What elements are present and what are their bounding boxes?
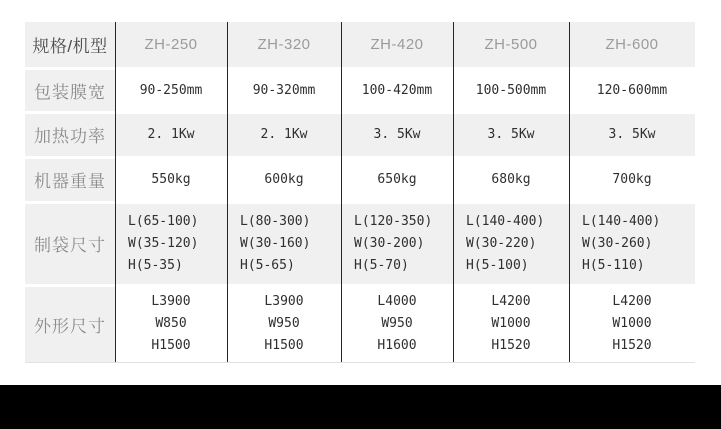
value-cell — [569, 202, 695, 285]
table-row — [25, 112, 695, 157]
cell-line: L(65-100) — [128, 213, 199, 229]
value-cell — [227, 285, 341, 362]
bottom-black-bar — [0, 385, 721, 429]
column-divider — [227, 22, 228, 362]
value-cell — [115, 202, 227, 285]
value-cell: 90-250mm — [115, 68, 227, 112]
cell-line: W(35-120) — [128, 235, 199, 251]
cell-line: W950 — [268, 316, 300, 331]
model-header-cell: ZH-420 — [341, 22, 453, 68]
value-cell: 100-500mm — [453, 68, 569, 112]
table-row — [25, 68, 695, 112]
model-header-cell: ZH-600 — [569, 22, 695, 68]
cell-line: H(5-70) — [354, 257, 409, 273]
value-cell — [227, 202, 341, 285]
value-cell — [569, 285, 695, 362]
model-header-cell: ZH-250 — [115, 22, 227, 68]
cell-line: H(5-110) — [582, 257, 645, 273]
value-cell: 600kg — [227, 157, 341, 202]
spec-table-body — [25, 22, 695, 362]
value-cell: 550kg — [115, 157, 227, 202]
model-header-cell: ZH-500 — [453, 22, 569, 68]
value-cell: 90-320mm — [227, 68, 341, 112]
cell-line: W(30-220) — [466, 235, 537, 251]
row-label: 外形尺寸 — [25, 285, 115, 362]
cell-line: W950 — [381, 316, 413, 331]
cell-line: L(80-300) — [240, 213, 311, 229]
cell-line: H1600 — [377, 338, 417, 353]
cell-line: L4200 — [612, 294, 652, 309]
cell-line: L(140-400) — [582, 213, 661, 229]
value-cell: 120-600mm — [569, 68, 695, 112]
value-cell — [341, 202, 453, 285]
cell-line: L3900 — [264, 294, 304, 309]
cell-line: L4000 — [377, 294, 417, 309]
row-label: 制袋尺寸 — [25, 202, 115, 285]
value-cell: 3. 5Kw — [569, 112, 695, 157]
cell-line: W1000 — [491, 316, 531, 331]
table-row — [25, 157, 695, 202]
cell-line: H1500 — [264, 338, 304, 353]
cell-line: L4200 — [491, 294, 531, 309]
cell-line: H1520 — [491, 338, 531, 353]
corner-header-cell: 规格/机型 — [25, 22, 115, 68]
value-cell: 650kg — [341, 157, 453, 202]
value-cell: 700kg — [569, 157, 695, 202]
cell-line: W(30-200) — [354, 235, 425, 251]
spec-table — [25, 22, 695, 362]
table-row — [25, 202, 695, 285]
value-cell — [115, 285, 227, 362]
cell-line: H(5-100) — [466, 257, 529, 273]
value-cell: 3. 5Kw — [341, 112, 453, 157]
cell-line: H(5-35) — [128, 257, 183, 273]
value-cell: 2. 1Kw — [115, 112, 227, 157]
value-cell — [341, 285, 453, 362]
cell-line: H(5-65) — [240, 257, 295, 273]
value-cell: 680kg — [453, 157, 569, 202]
row-label: 加热功率 — [25, 112, 115, 157]
column-divider — [341, 22, 342, 362]
cell-line: L(140-400) — [466, 213, 545, 229]
cell-line: W(30-160) — [240, 235, 311, 251]
cell-line: W850 — [155, 316, 187, 331]
column-divider — [115, 22, 116, 362]
cell-line: W1000 — [612, 316, 652, 331]
spec-table-grid — [25, 22, 695, 363]
value-cell — [453, 285, 569, 362]
header-row — [25, 22, 695, 68]
row-label: 包装膜宽 — [25, 68, 115, 112]
row-label: 机器重量 — [25, 157, 115, 202]
cell-line: L3900 — [151, 294, 191, 309]
table-row — [25, 285, 695, 362]
value-cell — [453, 202, 569, 285]
cell-line: H1520 — [612, 338, 652, 353]
cell-line: W(30-260) — [582, 235, 653, 251]
value-cell: 100-420mm — [341, 68, 453, 112]
cell-line: L(120-350) — [354, 213, 433, 229]
column-divider — [569, 22, 570, 362]
model-header-cell: ZH-320 — [227, 22, 341, 68]
value-cell: 2. 1Kw — [227, 112, 341, 157]
cell-line: H1500 — [151, 338, 191, 353]
value-cell: 3. 5Kw — [453, 112, 569, 157]
column-divider — [453, 22, 454, 362]
